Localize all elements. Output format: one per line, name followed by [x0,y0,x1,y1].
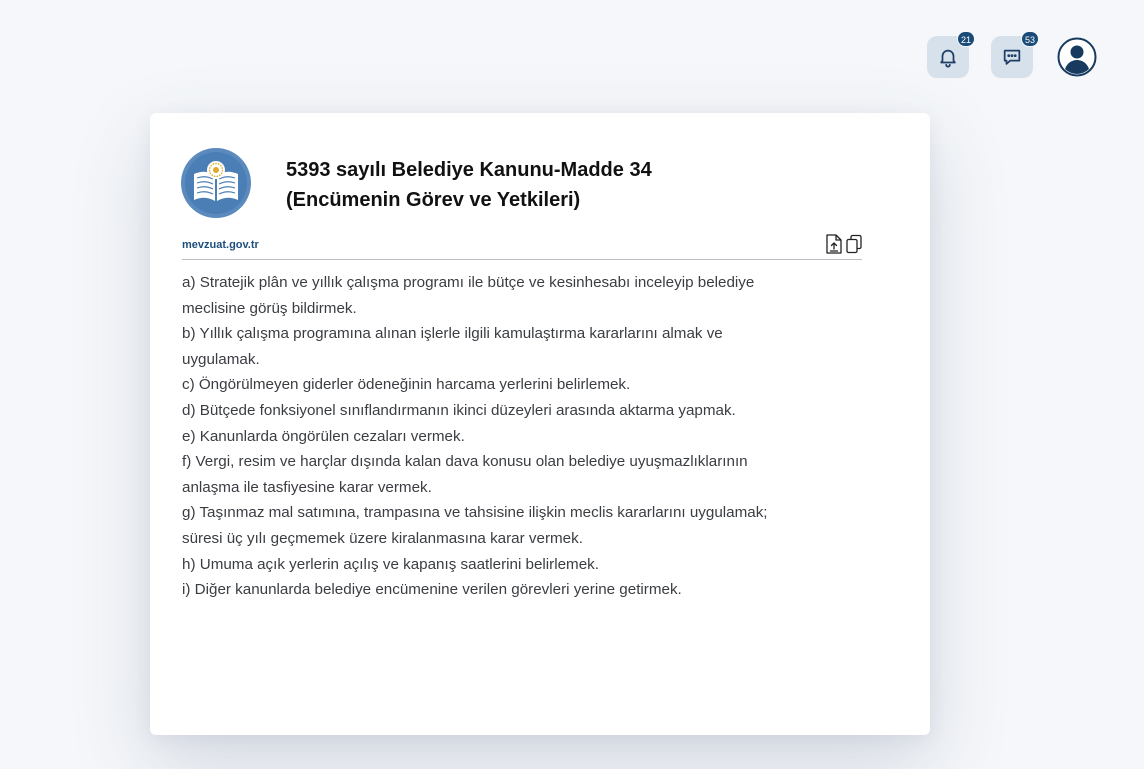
article-line: g) Taşınmaz mal satımına, trampasına ve tahsisine ilişkin meclis kararlarını uygulamak; [182,504,768,522]
article-line: c) Öngörülmeyen giderler ödeneğinin harcama yerlerini belirlemek. [182,376,631,394]
file-upload-icon [825,234,843,254]
article-line: i) Diğer kanunlarda belediye encümenine verilen görevleri yerine getirmek. [182,581,682,599]
copy-icon [845,234,863,254]
chat-bubble-icon [1001,46,1023,68]
bell-icon [937,46,959,68]
top-bar [905,36,1097,78]
messages-badge: 53 [1021,31,1039,47]
open-book-emblem-icon [181,148,251,218]
article-line: e) Kanunlarda öngörülen cezaları vermek. [182,427,465,445]
article-line: h) Umuma açık yerlerin açılış ve kapanış saatlerini belirlemek. [182,555,599,573]
article-text [182,270,842,603]
article-line: f) Vergi, resim ve harçlar dışında kalan dava konusu olan belediye uyuşmazlıklarının [182,453,748,471]
source-label: mevzuat.gov.tr [182,239,259,251]
notifications-button[interactable] [927,36,969,78]
copy-button[interactable] [844,234,864,254]
article-line: d) Bütçede fonksiyonel sınıflandırmanın ikinci düzeyleri arasında aktarma yapmak. [182,401,736,419]
article-line: süresi üç yılı geçmemek üzere kiralanmasına karar vermek. [182,529,583,547]
divider [182,259,862,260]
notifications-badge: 21 [957,31,975,47]
profile-avatar-button[interactable] [1057,37,1097,77]
article-line: meclisine görüş bildirmek. [182,299,357,317]
article-line: uygulamak. [182,350,260,368]
title-line-1: 5393 sayılı Belediye Kanunu-Madde 34 [286,159,652,181]
messages-button[interactable] [991,36,1033,78]
user-avatar-icon [1057,37,1097,77]
logo [181,148,251,218]
document-actions [824,234,864,254]
law-article-card [150,113,930,735]
article-line: anlaşma ile tasfiyesine karar vermek. [182,478,432,496]
title-line-2: (Encümenin Görev ve Yetkileri) [286,189,581,211]
page-title [286,155,746,215]
article-line: b) Yıllık çalışma programına alınan işlerle ilgili kamulaştırma kararlarını almak ve [182,325,723,343]
export-button[interactable] [824,234,844,254]
article-line: a) Stratejik plân ve yıllık çalışma programı ile bütçe ve kesinhesabı inceleyip belediye [182,274,755,291]
